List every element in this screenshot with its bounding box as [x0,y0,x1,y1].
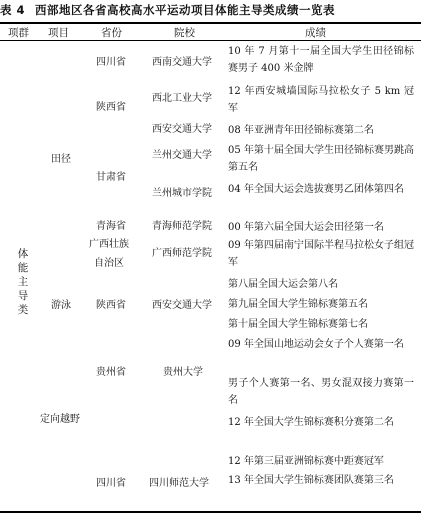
header-province: 省份 [101,27,122,39]
province-cell: 陕西省 [96,102,126,113]
province-cell: 四川省 [96,57,126,68]
province-cell: 陕西省 [96,300,126,311]
province-cell: 青海省 [96,221,126,232]
result-cell: 12 年西安城墙国际马拉松女子 5 km 冠军 [228,86,414,114]
result-cell: 第十届全国大学生锦标赛第七名 [228,319,368,330]
table-label: 表 4 [0,3,26,17]
header-rule [0,40,421,41]
event-swim: 游泳 [51,300,71,311]
result-cell: 09 年第四届南宁国际半程马拉松女子组冠军 [228,240,414,268]
school-cell: 兰州交通大学 [152,150,212,161]
province-cell: 四川省 [96,478,126,489]
result-cell: 08 年亚洲青年田径锦标赛第二名 [228,125,374,136]
group-cell: 体能主导类 [17,248,29,316]
result-cell: 09 年全国山地运动会女子个人赛第一名 [228,339,404,350]
province-cell: 甘肃省 [96,172,126,183]
school-cell: 贵州大学 [163,367,203,378]
province-cell: 贵州省 [96,367,126,378]
event-orienteering: 定向越野 [40,414,80,425]
result-cell: 05 年第十届全国大学生田径锦标赛男跳高第五名 [228,145,414,173]
school-cell: 四川师范大学 [149,478,209,489]
school-cell: 广西师范学院 [152,248,212,259]
result-cell: 12 年第三届亚洲锦标赛中距赛冠军 [228,456,384,467]
province-cell: 自治区 [94,258,124,269]
result-cell: 第八届全国大运会第八名 [228,279,338,290]
school-cell: 西北工业大学 [152,93,212,104]
header-group: 项群 [8,27,29,39]
result-cell: 13 年全国大学生锦标赛团队赛第三名 [228,475,394,486]
school-cell: 西安交通大学 [152,300,212,311]
result-cell: 男子个人赛第一名、男女混双接力赛第一名 [228,378,414,406]
result-cell: 00 年第六届全国大运会田径第一名 [228,222,384,233]
header-school: 院校 [174,27,195,39]
school-cell: 兰州城市学院 [152,188,212,199]
event-track: 田径 [51,154,71,165]
school-cell: 西安交通大学 [152,124,212,135]
province-cell: 广西壮族 [89,239,129,250]
header-result: 成绩 [305,27,326,39]
result-cell: 12 年全国大学生锦标赛积分赛第二名 [228,417,394,428]
header-event: 项目 [48,27,69,39]
school-cell: 青海师范学院 [152,221,212,232]
school-cell: 西南交通大学 [152,57,212,68]
top-rule [0,22,421,24]
result-cell: 第九届全国大学生锦标赛第五名 [228,299,368,310]
table-caption [0,2,421,18]
result-cell: 10 年 7 月第十一届全国大学生田径锦标赛男子 400 米金牌 [228,46,414,74]
table-title: 西部地区各省高校高水平运动项目体能主导类成绩一览表 [35,3,336,17]
result-cell: 04 年全国大运会选拔赛男乙团体第四名 [228,184,404,195]
